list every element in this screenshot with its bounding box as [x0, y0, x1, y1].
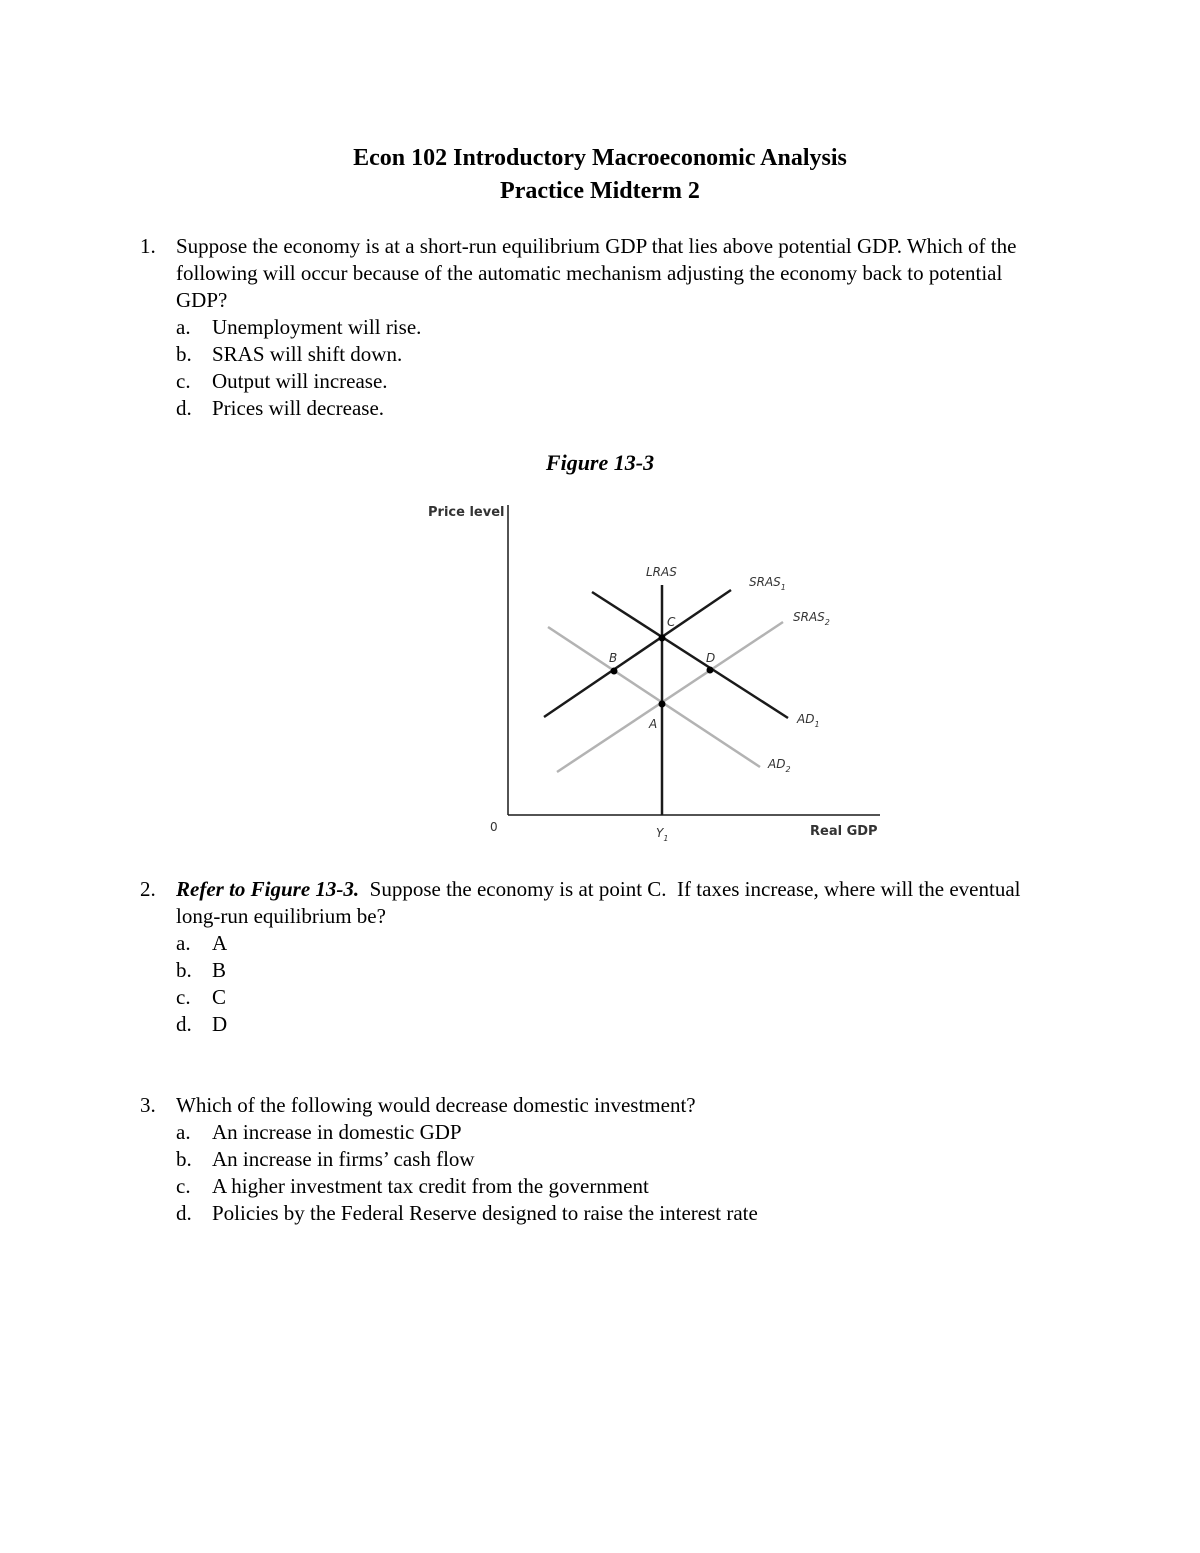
- stem-line: GDP?: [176, 288, 228, 312]
- point-d: [707, 667, 714, 674]
- lras-label: LRAS: [646, 565, 677, 579]
- option-letter: a.: [176, 931, 191, 955]
- question-1: [140, 233, 1140, 422]
- stem-text: Suppose the economy is at point C. If taxes increase, where will the eventual: [359, 877, 1021, 901]
- option-d: [176, 1011, 1140, 1038]
- option-letter: b.: [176, 958, 192, 982]
- option-letter: c.: [176, 985, 191, 1009]
- option-a: [176, 314, 1140, 341]
- question-stem: [176, 1092, 1140, 1119]
- sras1-label: $SRAS_1$: [749, 575, 786, 592]
- question-2: [140, 876, 1140, 1038]
- option-letter: a.: [176, 315, 191, 339]
- question-number: 1.: [140, 234, 156, 258]
- question-3: [140, 1092, 1140, 1227]
- document-subtitle: Practice Midterm 2: [500, 178, 700, 204]
- option-d: [176, 395, 1140, 422]
- point-c: [659, 635, 666, 642]
- option-text: SRAS will shift down.: [212, 342, 403, 366]
- option-letter: c.: [176, 369, 191, 393]
- option-d: [176, 1200, 1140, 1227]
- option-letter: b.: [176, 1147, 192, 1171]
- option-letter: b.: [176, 342, 192, 366]
- option-b: [176, 957, 1140, 984]
- stem-line: Which of the following would decrease domestic investment?: [176, 1093, 696, 1117]
- option-b: [176, 341, 1140, 368]
- option-text: An increase in domestic GDP: [212, 1120, 462, 1144]
- option-text: Prices will decrease.: [212, 396, 385, 420]
- point-b-label: B: [609, 651, 618, 665]
- option-letter: d.: [176, 1012, 192, 1036]
- option-b: [176, 1146, 1140, 1173]
- ad2-label: $AD_2$: [768, 757, 791, 774]
- stem-line: long-run equilibrium be?: [176, 904, 386, 928]
- option-c: [176, 1173, 1140, 1200]
- point-d-label: D: [706, 651, 716, 665]
- question-number: 2.: [140, 877, 156, 901]
- ad1-label: $AD_1$: [797, 712, 820, 729]
- figure-13-3-chart: [400, 495, 900, 855]
- sras1-curve: [544, 590, 731, 717]
- y-axis-label: Price level: [428, 505, 505, 520]
- option-text: Output will increase.: [212, 369, 388, 393]
- stem-line: following will occur because of the automatic mechanism adjusting the economy back to potential: [176, 261, 1003, 285]
- y1-label: $Y_1$: [656, 826, 669, 843]
- option-text: An increase in firms’ cash flow: [212, 1147, 475, 1171]
- ad1-curve: [592, 592, 788, 718]
- option-text: C: [212, 985, 227, 1009]
- document-title: Econ 102 Introductory Macroeconomic Analysis: [353, 145, 847, 171]
- stem-line: [176, 876, 1140, 903]
- point-a: [659, 701, 666, 708]
- sras2-label: $SRAS_2$: [793, 610, 830, 627]
- option-text: B: [212, 958, 227, 982]
- question-stem: [176, 233, 1140, 314]
- option-c: [176, 984, 1140, 1011]
- option-letter: d.: [176, 396, 192, 420]
- point-a-label: A: [649, 717, 658, 731]
- option-text: D: [212, 1012, 228, 1036]
- sras2-curve: [557, 622, 783, 772]
- stem-line: Suppose the economy is at a short-run equilibrium GDP that lies above potential GDP. Which of the: [176, 234, 1017, 258]
- option-letter: a.: [176, 1120, 191, 1144]
- option-text: A higher investment tax credit from the government: [212, 1174, 649, 1198]
- option-text: A: [212, 931, 228, 955]
- option-c: [176, 368, 1140, 395]
- option-text: Policies by the Federal Reserve designed to raise the interest rate: [212, 1201, 758, 1225]
- ad2-curve: [548, 627, 760, 767]
- question-stem: [176, 876, 1140, 930]
- option-text: Unemployment will rise.: [212, 315, 422, 339]
- origin-label: 0: [490, 820, 498, 834]
- option-letter: d.: [176, 1201, 192, 1225]
- question-number: 3.: [140, 1093, 156, 1117]
- option-letter: c.: [176, 1174, 191, 1198]
- point-c-label: C: [667, 615, 676, 629]
- point-b: [611, 668, 618, 675]
- figure-title: Figure 13-3: [545, 450, 655, 475]
- figure-reference: Refer to Figure 13-3.: [176, 877, 360, 901]
- x-axis-label: Real GDP: [810, 824, 878, 839]
- option-a: [176, 1119, 1140, 1146]
- option-a: [176, 930, 1140, 957]
